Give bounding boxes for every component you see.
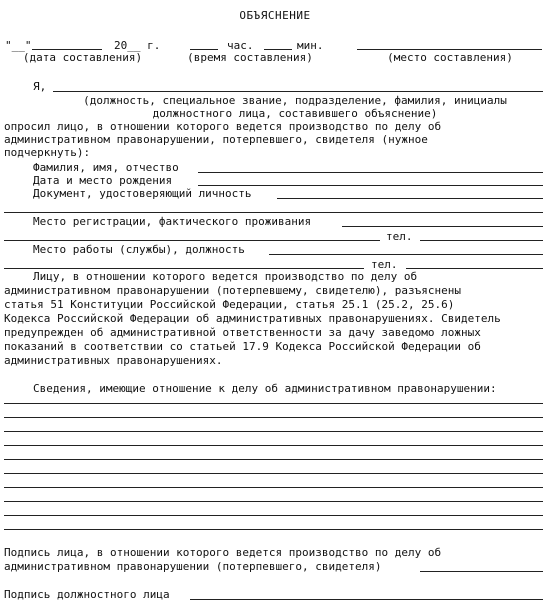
info-line[interactable] — [4, 473, 543, 474]
birth-field[interactable] — [198, 185, 543, 186]
date-month-blank — [32, 49, 102, 50]
signature-official-label: Подпись должностного лица — [4, 588, 170, 601]
fio-label: Фамилия, имя, отчество — [33, 161, 179, 174]
birth-label: Дата и место рождения — [33, 174, 173, 187]
minute-blank — [264, 49, 292, 50]
officer-ya: Я, — [33, 80, 47, 93]
hour-label: час. — [227, 39, 254, 52]
work-tel-field[interactable] — [406, 268, 543, 269]
info-heading: Сведения, имеющие отношение к делу об административном правонарушении: — [33, 382, 497, 395]
officer-caption-2: должностного лица, составившего объяснение) — [152, 107, 438, 120]
signature-line-1: Подпись лица, в отношении которого ведется производство по делу об — [4, 546, 442, 559]
place-blank — [357, 49, 542, 50]
work-tel-label: тел. — [371, 258, 398, 271]
work-field-cont[interactable] — [4, 268, 364, 269]
work-label: Место работы (службы), должность — [33, 243, 245, 256]
residence-tel-field[interactable] — [420, 240, 543, 241]
rights-line-7: административных правонарушениях. — [4, 354, 223, 367]
residence-tel-label: тел. — [386, 230, 413, 243]
signature-person-field[interactable] — [420, 571, 543, 572]
rights-line-3: статья 51 Конституции Российской Федерации, статья 25.1 (25.2, 25.6) — [4, 298, 455, 311]
info-line[interactable] — [4, 487, 543, 488]
info-line[interactable] — [4, 501, 543, 502]
rights-line-2: административном правонарушении (потерпевшему, свидетелю), разъяснены — [4, 284, 461, 297]
info-line[interactable] — [4, 515, 543, 516]
intro-line-3: подчеркнуть): — [4, 146, 91, 159]
intro-line-1: опросил лицо, в отношении которого ведется производство по делу об — [4, 120, 442, 133]
info-line[interactable] — [4, 459, 543, 460]
caption-place: (место составления) — [387, 51, 513, 64]
rights-line-5: предупрежден об административной ответственности за дачу заведомо ложных — [4, 326, 481, 339]
caption-time: (время составления) — [187, 51, 313, 64]
info-line[interactable] — [4, 529, 543, 530]
info-line[interactable] — [4, 417, 543, 418]
rights-line-4: Кодекса Российской Федерации об административных правонарушениях. Свидетель — [4, 312, 501, 325]
fio-field[interactable] — [198, 172, 543, 173]
rights-line-6: показаний в соответствии со статьей 17.9 Кодекса Российской Федерации об — [4, 340, 481, 353]
document-field-cont[interactable] — [4, 212, 543, 213]
date-year: 20__ г. — [114, 39, 161, 52]
caption-date: (дата составления) — [22, 51, 143, 64]
rights-line-1: Лицу, в отношении которого ведется производство по делу об — [33, 270, 418, 283]
hour-blank — [190, 49, 218, 50]
document-field[interactable] — [277, 198, 543, 199]
signature-line-2: административном правонарушении (потерпевшего, свидетеля) — [4, 560, 382, 573]
officer-blank — [53, 91, 543, 92]
info-line[interactable] — [4, 445, 543, 446]
signature-official-field[interactable] — [190, 599, 543, 600]
document-title: ОБЪЯСНЕНИЕ — [239, 9, 311, 22]
minute-label: мин. — [297, 39, 324, 52]
residence-label: Место регистрации, фактического проживания — [33, 215, 312, 228]
intro-line-2: административном правонарушении, потерпевшего, свидетеля (нужное — [4, 133, 428, 146]
date-day: "__" — [5, 39, 32, 52]
residence-field[interactable] — [342, 226, 543, 227]
work-field[interactable] — [269, 254, 543, 255]
info-line[interactable] — [4, 403, 543, 404]
info-line[interactable] — [4, 431, 543, 432]
officer-caption-1: (должность, специальное звание, подразделение, фамилия, инициалы — [83, 94, 507, 107]
document-label: Документ, удостоверяющий личность — [33, 187, 252, 200]
residence-field-cont[interactable] — [4, 240, 380, 241]
